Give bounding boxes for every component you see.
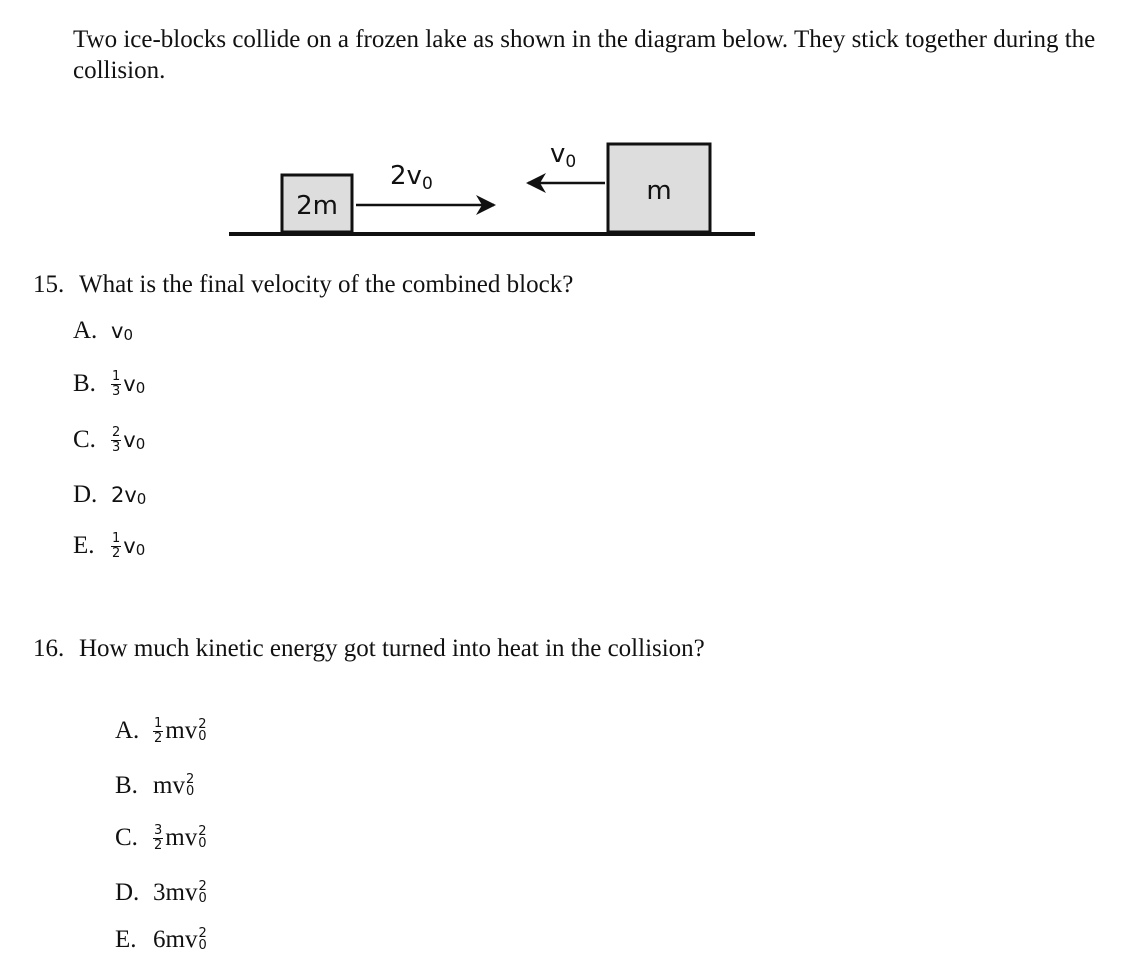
block-m-label: m — [646, 176, 672, 206]
q15-choice-d[interactable] — [73, 475, 146, 515]
choice-subscript: 0 — [135, 435, 146, 453]
choice-subscript: 0 — [198, 836, 207, 851]
choice-base: mv — [165, 717, 198, 744]
choice-letter: E. — [115, 926, 137, 953]
choice-expression — [153, 824, 207, 853]
q16-choice-d[interactable] — [115, 873, 207, 913]
q16-choice-a[interactable] — [115, 711, 207, 751]
sup-sub-stack — [198, 928, 206, 952]
fraction — [111, 370, 121, 399]
choice-expression — [153, 717, 207, 746]
question-16 — [33, 634, 705, 664]
fraction — [153, 824, 163, 853]
block-2m-label: 2m — [296, 191, 338, 221]
choice-subscript: 0 — [123, 326, 133, 344]
q15-choice-e[interactable] — [73, 526, 145, 566]
fraction-denominator: 2 — [154, 837, 163, 853]
choice-expression — [111, 426, 145, 455]
choice-letter: B. — [115, 772, 138, 799]
choice-base: mv — [165, 824, 198, 851]
choice-subscript: 0 — [198, 938, 207, 953]
question-number: 16. — [33, 635, 65, 662]
choice-base: v — [123, 428, 136, 452]
choice-letter: A. — [115, 717, 140, 744]
fraction-denominator: 2 — [112, 545, 121, 561]
fraction-denominator: 3 — [112, 439, 121, 455]
choice-expression — [111, 483, 146, 507]
choice-subscript: 0 — [136, 490, 147, 508]
fraction-numerator: 1 — [154, 715, 163, 731]
choice-subscript: 0 — [198, 891, 207, 906]
fraction-numerator: 3 — [154, 822, 163, 838]
choice-letter: A. — [73, 317, 98, 344]
q15-choice-a[interactable] — [73, 311, 133, 351]
q16-choice-b[interactable] — [115, 766, 194, 806]
choice-expression — [153, 926, 207, 954]
choice-letter: C. — [115, 824, 138, 851]
problem-intro: Two ice-blocks collide on a frozen lake as shown in the diagram below. They stick together during the collision. — [73, 26, 1096, 84]
choice-base: v — [123, 534, 136, 558]
collision-diagram — [0, 130, 1135, 242]
q15-choice-b[interactable] — [73, 364, 145, 404]
choice-superscript: 2 — [198, 824, 207, 839]
choice-base: 3mv — [153, 879, 198, 906]
choice-subscript: 0 — [135, 541, 146, 559]
choice-base: 6mv — [153, 926, 198, 953]
choice-expression — [153, 879, 207, 907]
q15-choice-c[interactable] — [73, 420, 145, 460]
fraction — [111, 426, 121, 455]
choice-base: mv — [153, 772, 185, 799]
choice-base: v — [111, 319, 124, 343]
choice-expression — [153, 772, 194, 800]
question-text: What is the final velocity of the combined block? — [79, 271, 574, 298]
fraction — [153, 717, 163, 746]
fraction-denominator: 2 — [154, 730, 163, 746]
choice-letter: B. — [73, 370, 96, 397]
choice-expression — [111, 532, 145, 561]
choice-superscript: 2 — [198, 926, 207, 941]
choice-subscript: 0 — [135, 379, 146, 397]
choice-expression — [111, 319, 133, 343]
q16-choice-e[interactable] — [115, 920, 207, 960]
velocity-label-2v0: 2v0 — [390, 161, 433, 194]
sup-sub-stack — [198, 881, 206, 905]
choice-letter: C. — [73, 426, 96, 453]
choice-expression — [111, 370, 145, 399]
fraction-numerator: 1 — [112, 368, 121, 384]
sup-sub-stack — [198, 826, 206, 850]
choice-letter: D. — [115, 879, 140, 906]
choice-superscript: 2 — [198, 879, 207, 894]
choice-superscript: 2 — [198, 717, 207, 732]
sup-sub-stack — [198, 719, 206, 743]
fraction — [111, 532, 121, 561]
choice-letter: D. — [73, 481, 98, 508]
fraction-denominator: 3 — [112, 383, 121, 399]
question-number: 15. — [33, 271, 65, 298]
choice-superscript: 2 — [185, 772, 195, 787]
question-15 — [33, 270, 573, 300]
choice-subscript: 0 — [185, 784, 195, 799]
choice-base: 2v — [111, 483, 137, 507]
choice-letter: E. — [73, 532, 95, 559]
sup-sub-stack — [186, 774, 194, 798]
choice-subscript: 0 — [198, 729, 207, 744]
fraction-numerator: 2 — [112, 424, 121, 440]
question-text: How much kinetic energy got turned into heat in the collision? — [79, 635, 705, 662]
fraction-numerator: 1 — [112, 530, 121, 546]
q16-choice-c[interactable] — [115, 818, 207, 858]
choice-base: v — [123, 372, 136, 396]
velocity-label-v0: v0 — [550, 139, 577, 172]
